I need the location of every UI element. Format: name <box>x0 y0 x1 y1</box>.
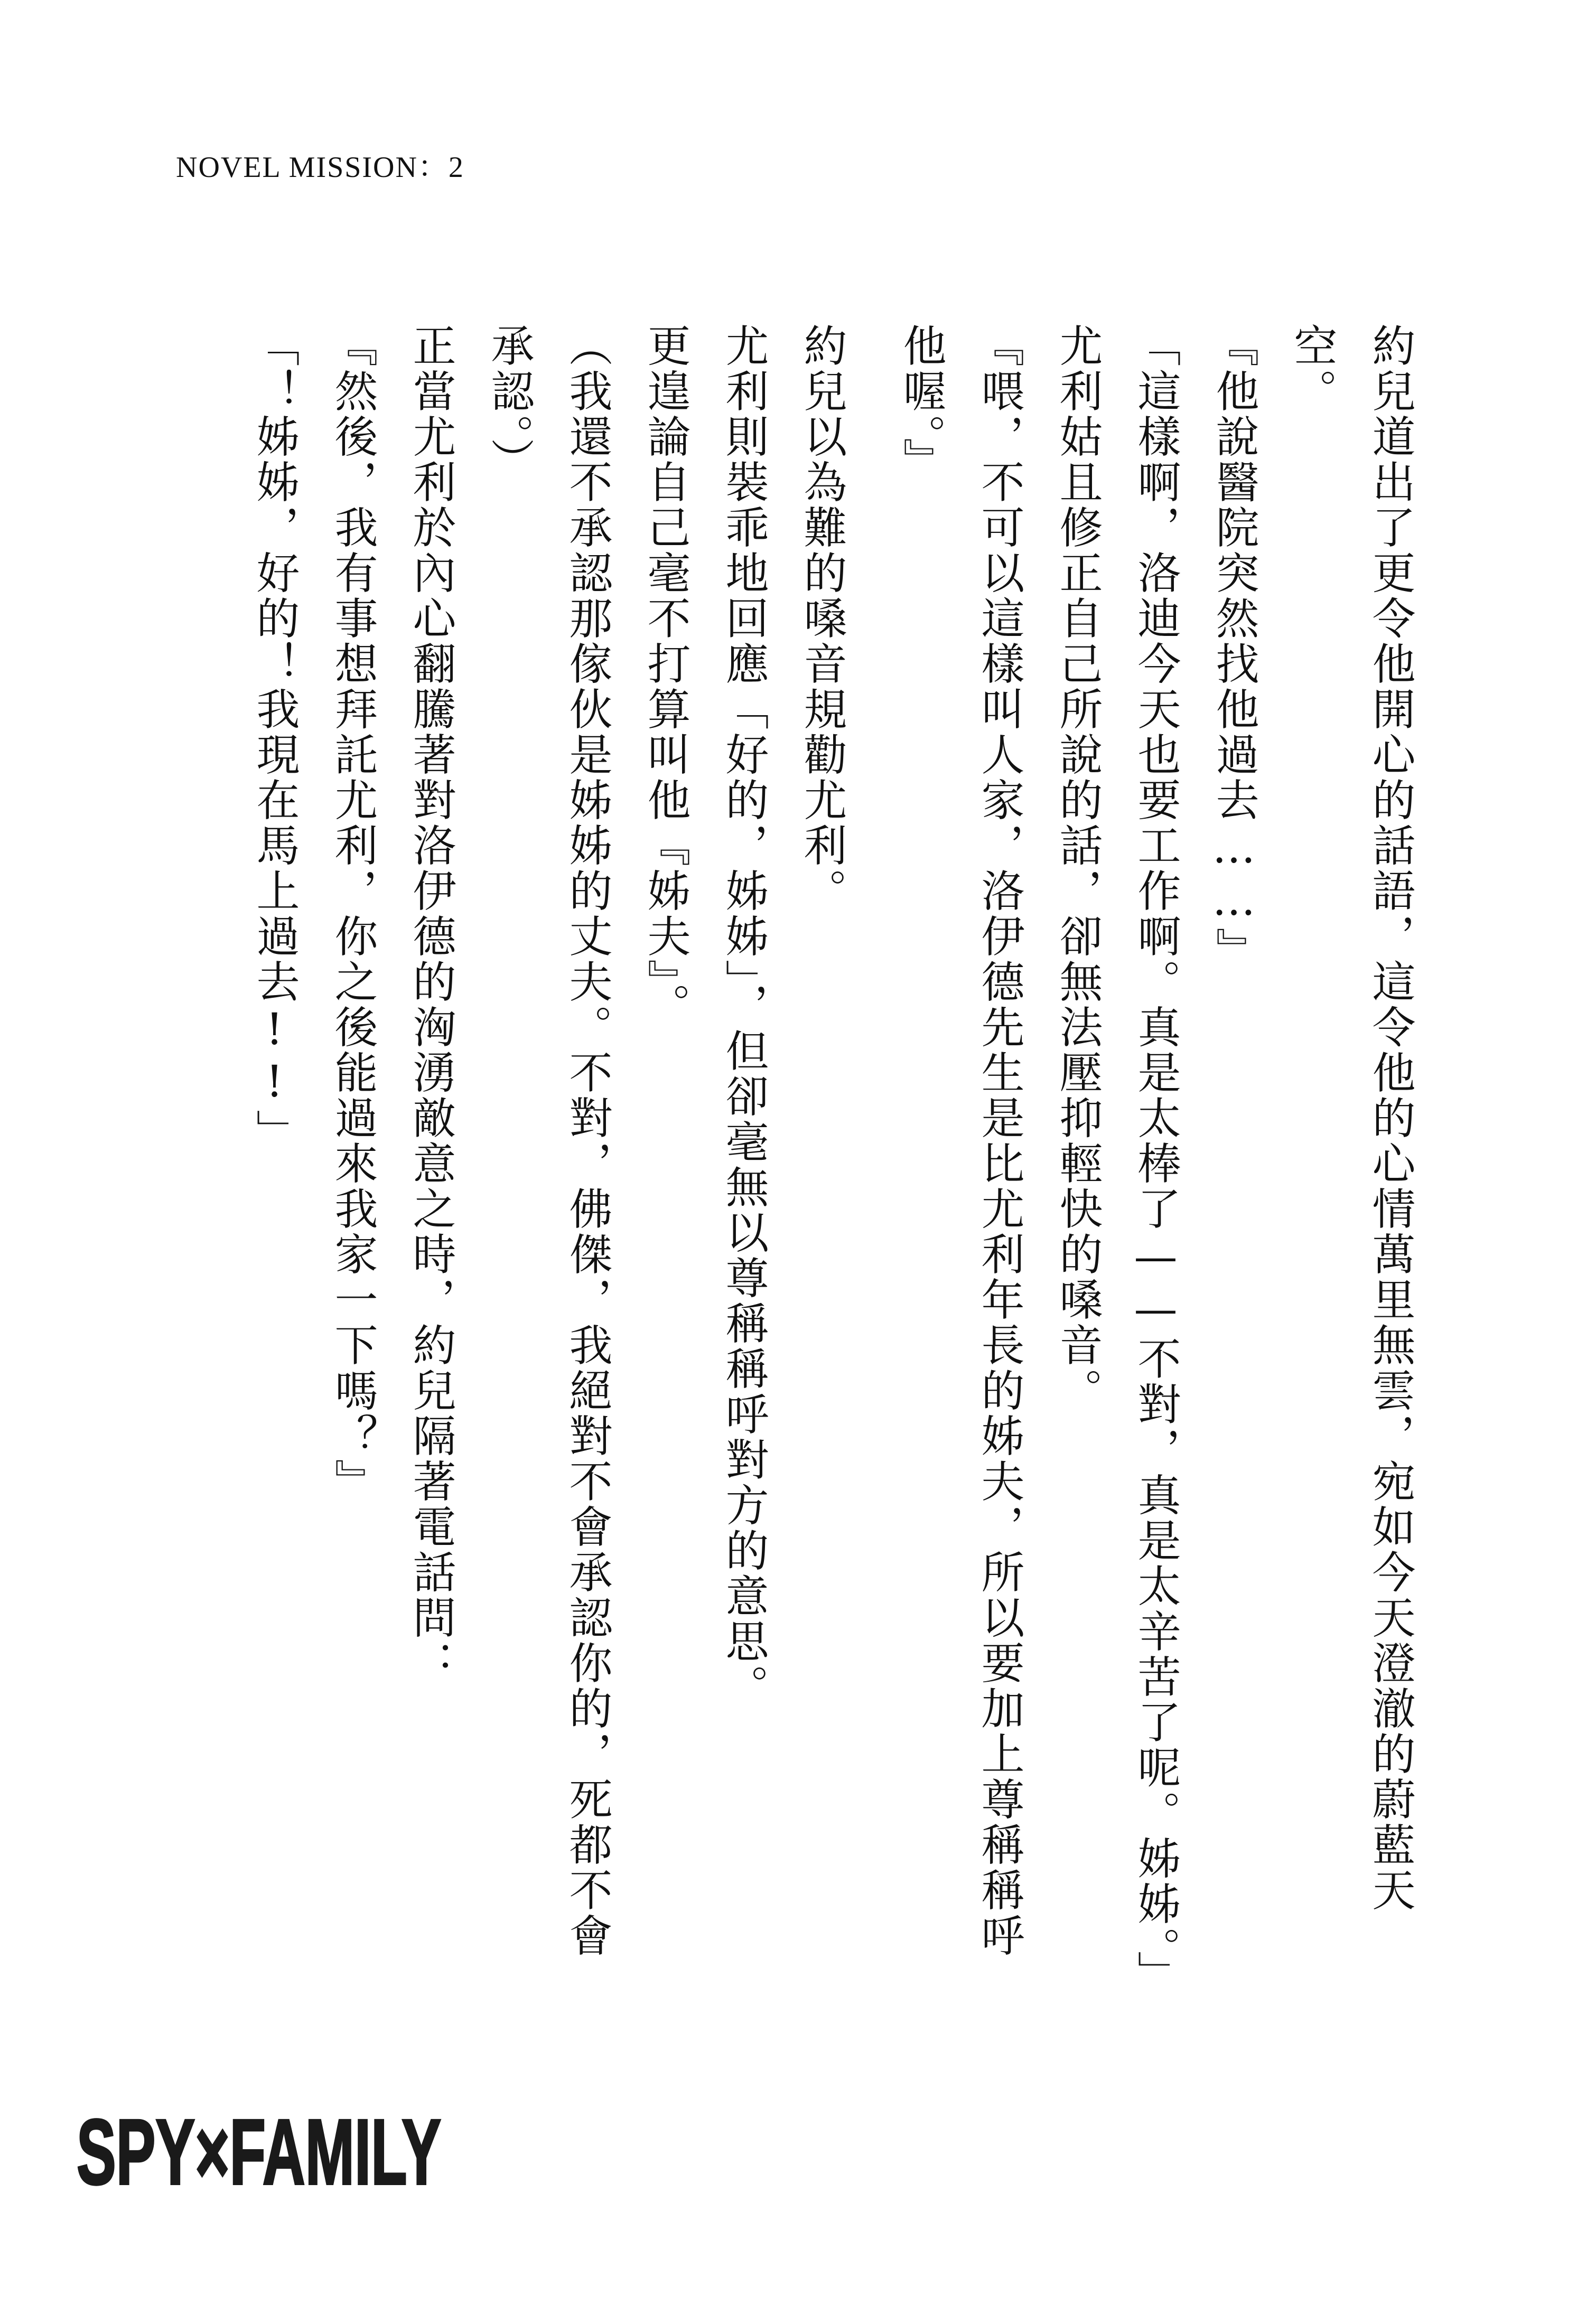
paragraph: 約兒道出了更令他開心的話語，這令他的心情萬里無雲，宛如今天澄澈的蔚藍天空。 <box>1287 323 1415 1913</box>
paragraph: （我還不承認那傢伙是姊姊的丈夫。不對，佛傑，我絕對不會承認你的，死都不會承認。） <box>484 323 612 1958</box>
paragraph: 「！姊姊，好的！我現在馬上過去!!」 <box>249 323 300 1155</box>
paragraph: 約兒以為難的嗓音規勸尤利。 <box>797 323 847 914</box>
paragraph: 尤利姑且修正自己所說的話，卻無法壓抑輕快的嗓音。 <box>1052 323 1103 1413</box>
chapter-header: NOVEL MISSION：2 <box>176 151 464 184</box>
paragraph: 『他說醫院突然找他過去……』 <box>1209 323 1259 973</box>
spy-family-logo <box>77 2100 446 2204</box>
logo-text: SPY×FAMILY <box>77 2101 441 2204</box>
novel-text-block <box>235 323 1429 2003</box>
paragraph: 正當尤利於內心翻騰著對洛伊德的洶湧敵意之時，約兒隔著電話問： <box>406 323 456 1686</box>
paragraph: 『喂，不可以這樣叫人家，洛伊德先生是比尤利年長的姊夫，所以要加上尊稱稱呼他喔。』 <box>896 323 1024 1958</box>
paragraph: 『然後，我有事想拜託尤利，你之後能過來我家一下嗎？』 <box>328 323 378 1504</box>
paragraph: 更遑論自己毫不打算叫他『姊夫』。 <box>640 323 690 1028</box>
paragraph: 「這樣啊，洛迪今天也要工作啊。真是太棒了——不對，真是太辛苦了呢。姊姊。」 <box>1131 323 1181 1996</box>
paragraph: 尤利則裝乖地回應「好的，姊姊」，但卻毫無以尊稱稱呼對方的意思。 <box>718 323 769 1710</box>
